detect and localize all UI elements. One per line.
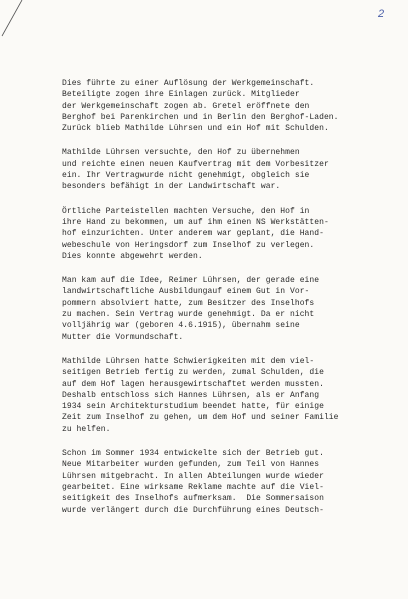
text-line: wurde verlängert durch die Durchführung eines Deutsch- — [62, 505, 324, 515]
text-line: Mathilde Lührsen versuchte, den Hof zu übernehmen — [62, 148, 300, 158]
text-line: Dies konnte abgewehrt werden. — [62, 251, 203, 261]
text-line: landwirtschaftliche Ausbildungauf einem Gut in Vor- — [62, 287, 310, 297]
text-line: Berghof bei Parenkirchen und in Berlin den Berghof-Laden. — [62, 112, 339, 122]
text-line: seitigkeit des Inselhofs aufmerksam. Die Sommersaison — [62, 494, 324, 504]
text-line: volljährig war (geboren 4.6.1915), übernahm seine — [62, 321, 300, 331]
text-line: besonders befähigt in der Landwirtschaft war. — [62, 182, 281, 192]
text-line: webeschule von Heringsdorf zum Inselhof zu verlegen. — [62, 240, 315, 250]
text-line: Dies führte zu einer Auflösung der Werkgemeinschaft. — [62, 79, 315, 88]
text-line: auf dem Hof lagen herausgewirtschaftet werden mussten. — [62, 379, 324, 389]
text-line: 1934 sein Architekturstudium beendet hatte, für einige — [62, 402, 324, 412]
paragraph — [62, 275, 382, 343]
text-line: zu machen. Sein Vertrag wurde genehmigt. Da er nicht — [62, 310, 315, 320]
text-line: ihre Hand zu bekommen, um auf ihm einen NS Werkstätten- — [62, 217, 329, 227]
paragraph — [62, 78, 382, 134]
text-line: Neue Mitarbeiter wurden gefunden, zum Teil von Hannes — [62, 460, 320, 470]
paragraph — [62, 448, 382, 516]
text-line: zu helfen. — [62, 424, 111, 434]
corner-pencil-mark — [0, 0, 24, 40]
paragraph — [62, 206, 382, 262]
text-line: Örtliche Parteistellen machten Versuche, den Hof in — [62, 206, 310, 216]
text-line: Man kam auf die Idee, Reimer Lührsen, der gerade eine — [62, 276, 320, 286]
page-number: 2 — [378, 8, 385, 20]
text-line: Zurück blieb Mathilde Lührsen und ein Hof mit Schulden. — [62, 124, 329, 134]
body-text — [62, 78, 382, 529]
text-line: Lührsen mitgebracht. In allen Abteilungen wurde wieder — [62, 471, 324, 481]
text-line: ein. Ihr Vertragwurde nicht genehmigt, obgleich sie — [62, 171, 310, 181]
text-line: gearbeitet. Eine wirksame Reklame machte auf die Viel- — [62, 482, 324, 492]
text-line: Deshalb entschloss sich Hannes Lührsen, als er Anfang — [62, 390, 320, 400]
text-line: Beteiligte zogen ihre Einlagen zurück. Mitglieder — [62, 90, 300, 100]
text-line: pommern absolviert hatte, zum Besitzer des Inselhofs — [62, 298, 315, 308]
text-line: Zeit zum Inselhof zu gehen, um dem Hof und seiner Familie — [62, 413, 339, 423]
text-line: seitigen Betrieb fertig zu werden, zumal Schulden, die — [62, 368, 324, 378]
text-line: der Werkgemeinschaft zogen ab. Gretel eröffnete den — [62, 101, 310, 111]
text-line: Mathilde Lührsen hatte Schwierigkeiten mit dem viel- — [62, 356, 315, 366]
text-line: und reichte einen neuen Kaufvertrag mit dem Vorbesitzer — [62, 159, 329, 169]
text-line: Mutter die Vormundschaft. — [62, 332, 184, 342]
text-line: hof einzurichten. Unter anderem war geplant, die Hand- — [62, 229, 324, 239]
paragraph — [62, 356, 382, 435]
text-line: Schon im Sommer 1934 entwickelte sich der Betrieb gut. — [62, 449, 324, 459]
paragraph — [62, 147, 382, 192]
